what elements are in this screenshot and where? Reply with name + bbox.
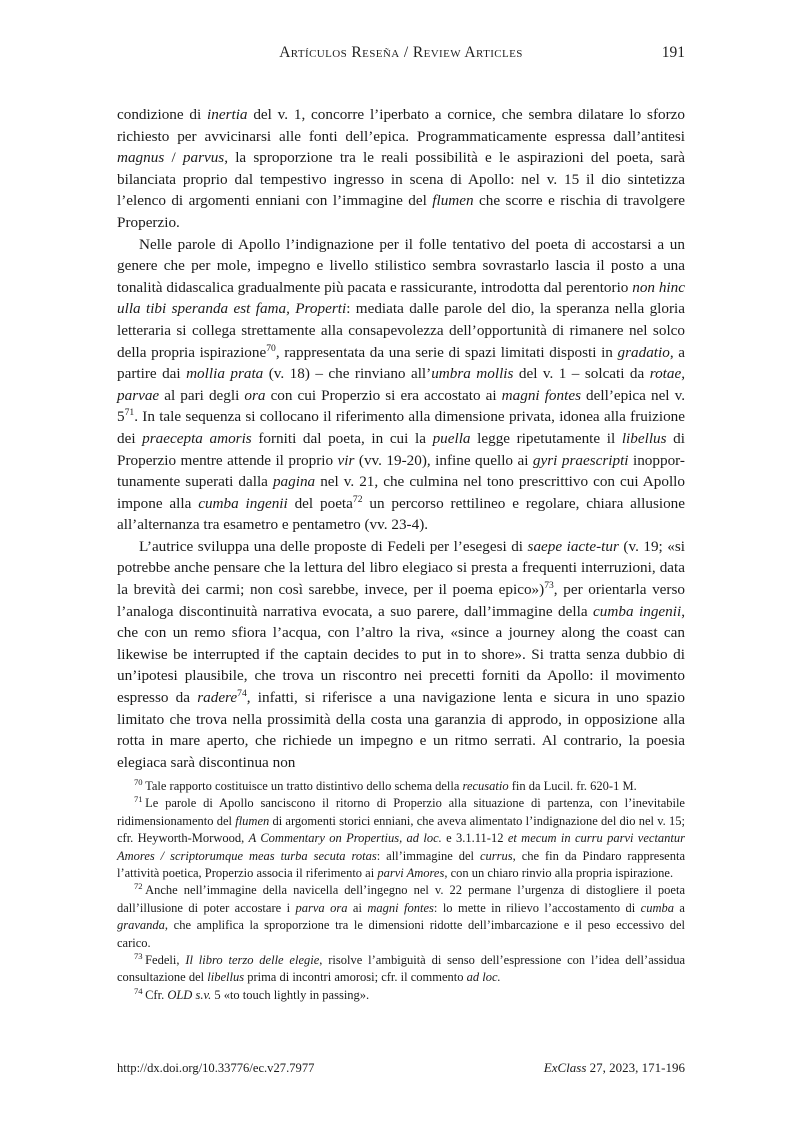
italic-phrase: gravanda (117, 918, 165, 933)
running-head (117, 44, 685, 70)
italic-phrase: gradatio (617, 343, 670, 361)
body-paragraph: L’autrice sviluppa una delle proposte di Fedeli per l’esegesi di saepe iacte-tur (v. 19; «si potrebbe anche pensare che la lettura del libro elegiaco si presta a frequenti interruzioni, data la brevità dei carmi; non così sarebbe, invece, per il poema epico»)$^{73}$, per orientarla verso l’analoga discontinuità narrativa evocata, a suo parere, dall’immagine della cumba ingenii, che con un remo sfiora l’acqua, con l’altro la riva, «since a journey along the coast can likewise be interrupted if the captain decides to put in to shore». Si tratta senza dubbio di un’ipotesi plausibile, che trova un riscontro nei precetti forniti da Apollo: il movimento espresso da radere$^{74}$, infatti, si riferisce a una navigazione lenta e sicura in uno spazio limitato che trova nella prossimità della costa una garanzia di approdo, in opposizione alla rotta in mare aperto, che richiede un impegno e un ritmo serrati. Al contrario, la poesia elegiaca sarà discontinua non (117, 537, 685, 771)
footnote-text: Tale rapporto costituisce un tratto distintivo dello schema della recusatio fin da Lucil. fr. 620-1 M. (145, 779, 637, 793)
footnote-reference[interactable]: 72 (352, 493, 363, 505)
italic-phrase: inertia (207, 106, 248, 123)
italic-phrase: parva ora (295, 900, 348, 915)
italic-phrase: rotae (649, 365, 682, 383)
footnote (117, 795, 685, 882)
italic-phrase: magnus (117, 149, 165, 167)
footnote-text: Le parole di Apollo sanciscono il ritorno di Properzio alla situazione di partenza, con l’inevitabile ridimensionamento del flumen di argomenti storici enniani, che aveva alimentato l’indignazione del dio nel v. 15; cfr. Heyworth-Morwood, A Commentary on Propertius, ad loc. e 3.1.11-12 et mecum in curru parvi vectantur Amores / scriptorumque meas turba secuta rotas: all’immagine del currus, che fin da Pindaro rappresenta l’attività poetica, Properzio associa il riferimento ai parvi Amores, con un chiaro rinvio alla propria ispirazione. (117, 796, 686, 881)
italic-phrase: et mecum in curru parvi vectantur Amores / scriptorumque meas turba secuta rotas (117, 831, 686, 863)
italic-phrase: libellus (621, 429, 667, 447)
journal-volume-pages: 27, 2023, 171-196 (586, 1060, 685, 1075)
footnote-reference[interactable]: 70 (266, 342, 276, 354)
italic-phrase: radere (197, 689, 238, 707)
italic-phrase: recusatio (462, 779, 509, 793)
footnote-number: 71 (134, 794, 143, 805)
footnote-reference[interactable]: 73 (544, 580, 554, 591)
footnote (117, 778, 685, 795)
italic-phrase: umbra mollis (431, 365, 514, 383)
italic-phrase: mollia prata (186, 365, 264, 383)
footnote (117, 952, 685, 987)
italic-phrase: ad loc. (466, 970, 501, 985)
footnote-text: Fedeli, Il libro terzo delle elegie, risolve l’ambiguità di senso dell’espressione con l’idea dell’assidua consultazione del libellus prima di incontri amorosi; cfr. il commento ad loc. (117, 953, 685, 985)
italic-phrase: parvi Amores (377, 866, 445, 881)
italic-phrase: cumba ingenii (593, 602, 682, 620)
italic-phrase: cumba ingenii (198, 494, 288, 512)
footnotes-block (117, 778, 685, 1004)
italic-phrase: vir (337, 451, 355, 469)
italic-phrase: magni fontes (367, 900, 434, 915)
italic-phrase: saepe iacte-tur (527, 537, 619, 555)
footnote (117, 987, 685, 1004)
italic-phrase: parvae (117, 386, 160, 404)
italic-phrase: praecepta amoris (142, 429, 252, 447)
footnote-number: 70 (134, 776, 143, 787)
body-paragraph: Nelle parole di Apollo l’indignazione per il folle tentativo del poeta di accostarsi a un genere che per mole, impegno e livello stilistico sembra sovrastarlo lascia il posto a una tonalità didascalica gradualmente più pacata e rassicurante, introdotta dal perentorio non hinc ulla tibi speranda est fama, Properti: mediata dalle parole del dio, la speranza nella gloria letteraria si collega strettamente alla consapevolezza dell’opportunità di rimanere nel solco della propria ispirazione$^{70}$, rappresentata da una serie di spazi limitati disposti in gradatio, a partire dai mollia prata (v. 18) – che rinviano all’umbra mollis del v. 1 – solcati da rotae, parvae al pari degli ora con cui Properzio si era accostato ai magni fontes dell’epica nel v. 5$^{71}$. In tale sequenza si collocano il riferimento alla dimensione privata, idonea alla fruizione dei praecepta amoris forniti dal poeta, in cui la puella legge ripetutamente il libellus di Properzio mentre attende il proprio vir (vv. 19-20), infine quello ai gyri praescripti inoppor-tunamente superati dalla pagina nel v. 21, che culmina nel tono prescrittivo con cui Apollo impone alla cumba ingenii del poeta$^{72}$ un percorso rettilineo e regolare, chiara allusione all’alternanza tra esametro e pentametro (vv. 23-4). (117, 235, 686, 534)
footnote-reference[interactable]: 74 (237, 687, 247, 699)
italic-phrase: flumen (235, 813, 270, 828)
footnote-number: 72 (134, 881, 143, 892)
page-footer (117, 1060, 685, 1076)
italic-phrase: currus (479, 848, 513, 863)
italic-phrase: A Commentary on Propertius, ad loc. (248, 831, 442, 846)
page-number: 191 (661, 44, 685, 61)
italic-phrase: parvus (182, 149, 225, 167)
italic-phrase: gyri praescripti (532, 451, 629, 469)
italic-phrase: puella (432, 429, 471, 447)
italic-phrase: non hinc ulla tibi speranda est fama, Properti (117, 278, 685, 318)
italic-phrase: ora (244, 386, 266, 404)
journal-reference (544, 1060, 685, 1076)
doi-link[interactable]: http://dx.doi.org/10.33776/ec.v27.7977 (117, 1061, 315, 1075)
italic-phrase: flumen (432, 192, 474, 210)
italic-phrase: cumba (640, 900, 674, 915)
body-text-block (117, 104, 685, 773)
italic-phrase: Il libro terzo delle elegie (185, 953, 320, 968)
footnote-text: Cfr. OLD s.v. 5 «to touch lightly in passing». (145, 987, 370, 1002)
italic-phrase: OLD s.v. (167, 987, 212, 1002)
footnote-number: 73 (134, 950, 143, 961)
footnote-text: Anche nell’immagine della navicella dell’ingegno nel v. 22 permane l’urgenza di distogliere il poeta dall’illusione di poter accostare i parva ora ai magni fontes: lo mette in rilievo l’accostamento di cumba a gravanda, che amplifica la sproporzione tra le dimensioni ridotte dell’imbarcazione e il peso eccessivo del carico. (117, 883, 685, 950)
footnote-reference[interactable]: 71 (124, 407, 135, 419)
footnote (117, 882, 685, 952)
italic-phrase: magni fontes (501, 386, 581, 404)
body-paragraph: condizione di inertia del v. 1, concorre l’iperbato a cornice, che sembra dilatare lo sforzo richiesto per avvicinarsi alle fonti dell’epica. Programmaticamente espressa dall’antitesi magnus / parvus, la sproporzione tra le reali possibilità e le aspirazioni del poeta, sarà bilanciata proprio dal tempestivo ingresso in scena di Apollo: nel v. 15 il dio sintetizza l’elenco di argomenti enniani con l’immagine del flumen che scorre e rischia di travolgere Properzio. (117, 106, 685, 231)
running-head-title: Artículos Reseña / Review Articles (279, 44, 523, 61)
journal-name: ExClass (543, 1060, 587, 1075)
italic-phrase: pagina (272, 473, 316, 491)
italic-phrase: libellus (207, 970, 245, 985)
footnote-number: 74 (134, 985, 143, 996)
